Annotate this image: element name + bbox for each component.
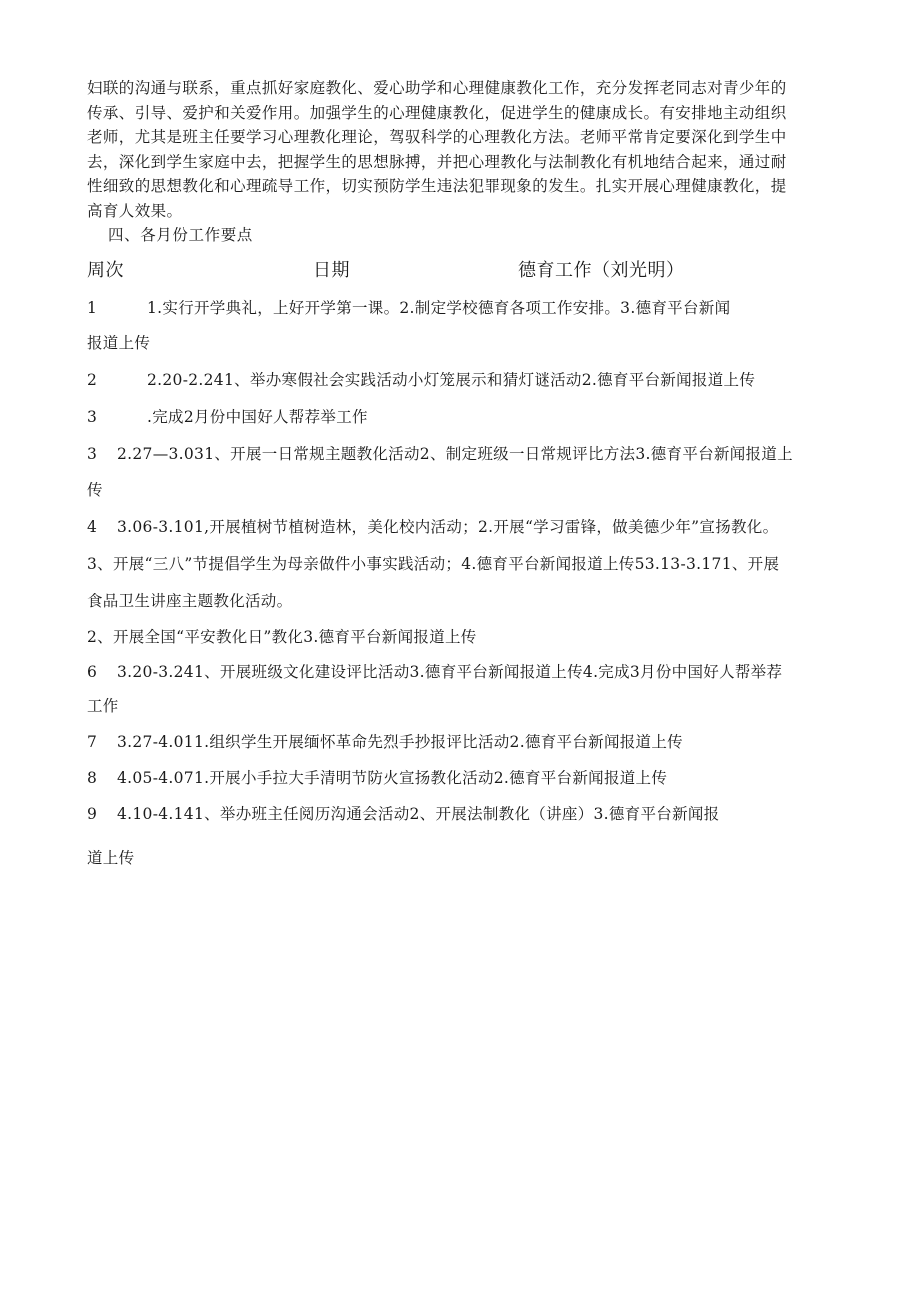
row-week: 3 [87, 445, 98, 463]
schedule-row [87, 478, 103, 502]
row-text: 工作 [87, 697, 119, 715]
row-week: 3 [87, 408, 98, 426]
paragraph-line: 性细致的思想教化和心理疏导工作，切实预防学生违法犯罪现象的发生。扎实开展心理健康教化，提 [87, 177, 787, 195]
schedule-row [87, 515, 778, 539]
row-text: 1.实行开学典礼，上好开学第一课。2.制定学校德育各项工作安排。3.德育平台新闻 [147, 299, 731, 317]
intro-paragraph [87, 76, 847, 223]
row-text: 3.27-4.011.组织学生开展缅怀革命先烈手抄报评比活动2.德育平台新闻报道上传 [117, 733, 683, 751]
schedule-row [87, 552, 779, 576]
row-text: 3、开展“三八”节提倡学生为母亲做件小事实践活动；4.德育平台新闻报道上传53.13-3.171、开展 [87, 555, 780, 573]
row-text: 食品卫生讲座主题教化活动。 [87, 592, 293, 610]
schedule-row [87, 625, 477, 649]
schedule-row [87, 660, 782, 684]
row-text: 报道上传 [87, 334, 151, 352]
schedule-row [87, 442, 793, 466]
paragraph-line: 高育人效果。 [87, 201, 183, 220]
schedule-row [87, 766, 667, 790]
section-heading: 四、各月份工作要点 [108, 226, 253, 244]
paragraph-line: 老师，尤其是班主任要学习心理教化理论，驾驭科学的心理教化方法。老师平常肯定要深化到学生中 [87, 128, 787, 146]
row-week: 1 [87, 299, 98, 317]
paragraph-line: 去，深化到学生家庭中去，把握学生的思想脉搏，并把心理教化与法制教化有机地结合起来，通过耐 [87, 152, 787, 171]
row-text: 4.10-4.141、举办班主任阅历沟通会活动2、开展法制教化（讲座）3.德育平台新闻报 [117, 805, 720, 823]
header-date: 日期 [313, 260, 350, 281]
schedule-row [87, 296, 730, 320]
paragraph-line: 妇联的沟通与联系，重点抓好家庭教化、爱心助学和心理健康教化工作，充分发挥老同志对青少年的 [87, 79, 787, 97]
row-week: 8 [87, 769, 98, 787]
schedule-row [87, 802, 719, 826]
schedule-row [87, 730, 683, 754]
schedule-row [87, 368, 755, 392]
row-text: 道上传 [87, 849, 135, 867]
row-week: 4 [87, 518, 98, 536]
row-text: 3.20-3.241、开展班级文化建设评比活动3.德育平台新闻报道上传4.完成3月份中国好人帮举荐 [117, 663, 783, 681]
row-text: 4.05-4.071.开展小手拉大手清明节防火宣扬教化活动2.德育平台新闻报道上传 [117, 769, 668, 787]
row-text: 传 [87, 481, 103, 499]
row-text: .完成2月份中国好人帮荐举工作 [147, 408, 368, 426]
schedule-row [87, 405, 368, 429]
row-week: 2 [87, 371, 98, 389]
row-week: 7 [87, 733, 98, 751]
row-text: 3.06-3.101,开展植树节植树造林，美化校内活动；2.开展“学习雷锋，做美德少年”宣扬教化。 [117, 518, 779, 536]
schedule-row [87, 331, 150, 355]
paragraph-line: 传承、引导、爱护和关爱作用。加强学生的心理健康教化，促进学生的健康成长。有安排地主动组织 [87, 103, 787, 122]
header-work: 德育工作（刘光明） [518, 260, 685, 281]
row-text: 2、开展全国“平安教化日”教化3.德育平台新闻报道上传 [87, 628, 477, 646]
row-text: 2.20-2.241、举办寒假社会实践活动小灯笼展示和猜灯谜活动2.德育平台新闻报道上传 [147, 371, 756, 389]
row-text: 2.27—3.031、开展一日常规主题教化活动2、制定班级一日常规评比方法3.德育平台新闻报道上 [117, 445, 793, 463]
schedule-row [87, 589, 292, 613]
header-week: 周次 [87, 260, 124, 281]
row-week: 9 [87, 805, 98, 823]
schedule-row [87, 846, 134, 870]
schedule-row [87, 694, 119, 718]
row-week: 6 [87, 663, 98, 681]
